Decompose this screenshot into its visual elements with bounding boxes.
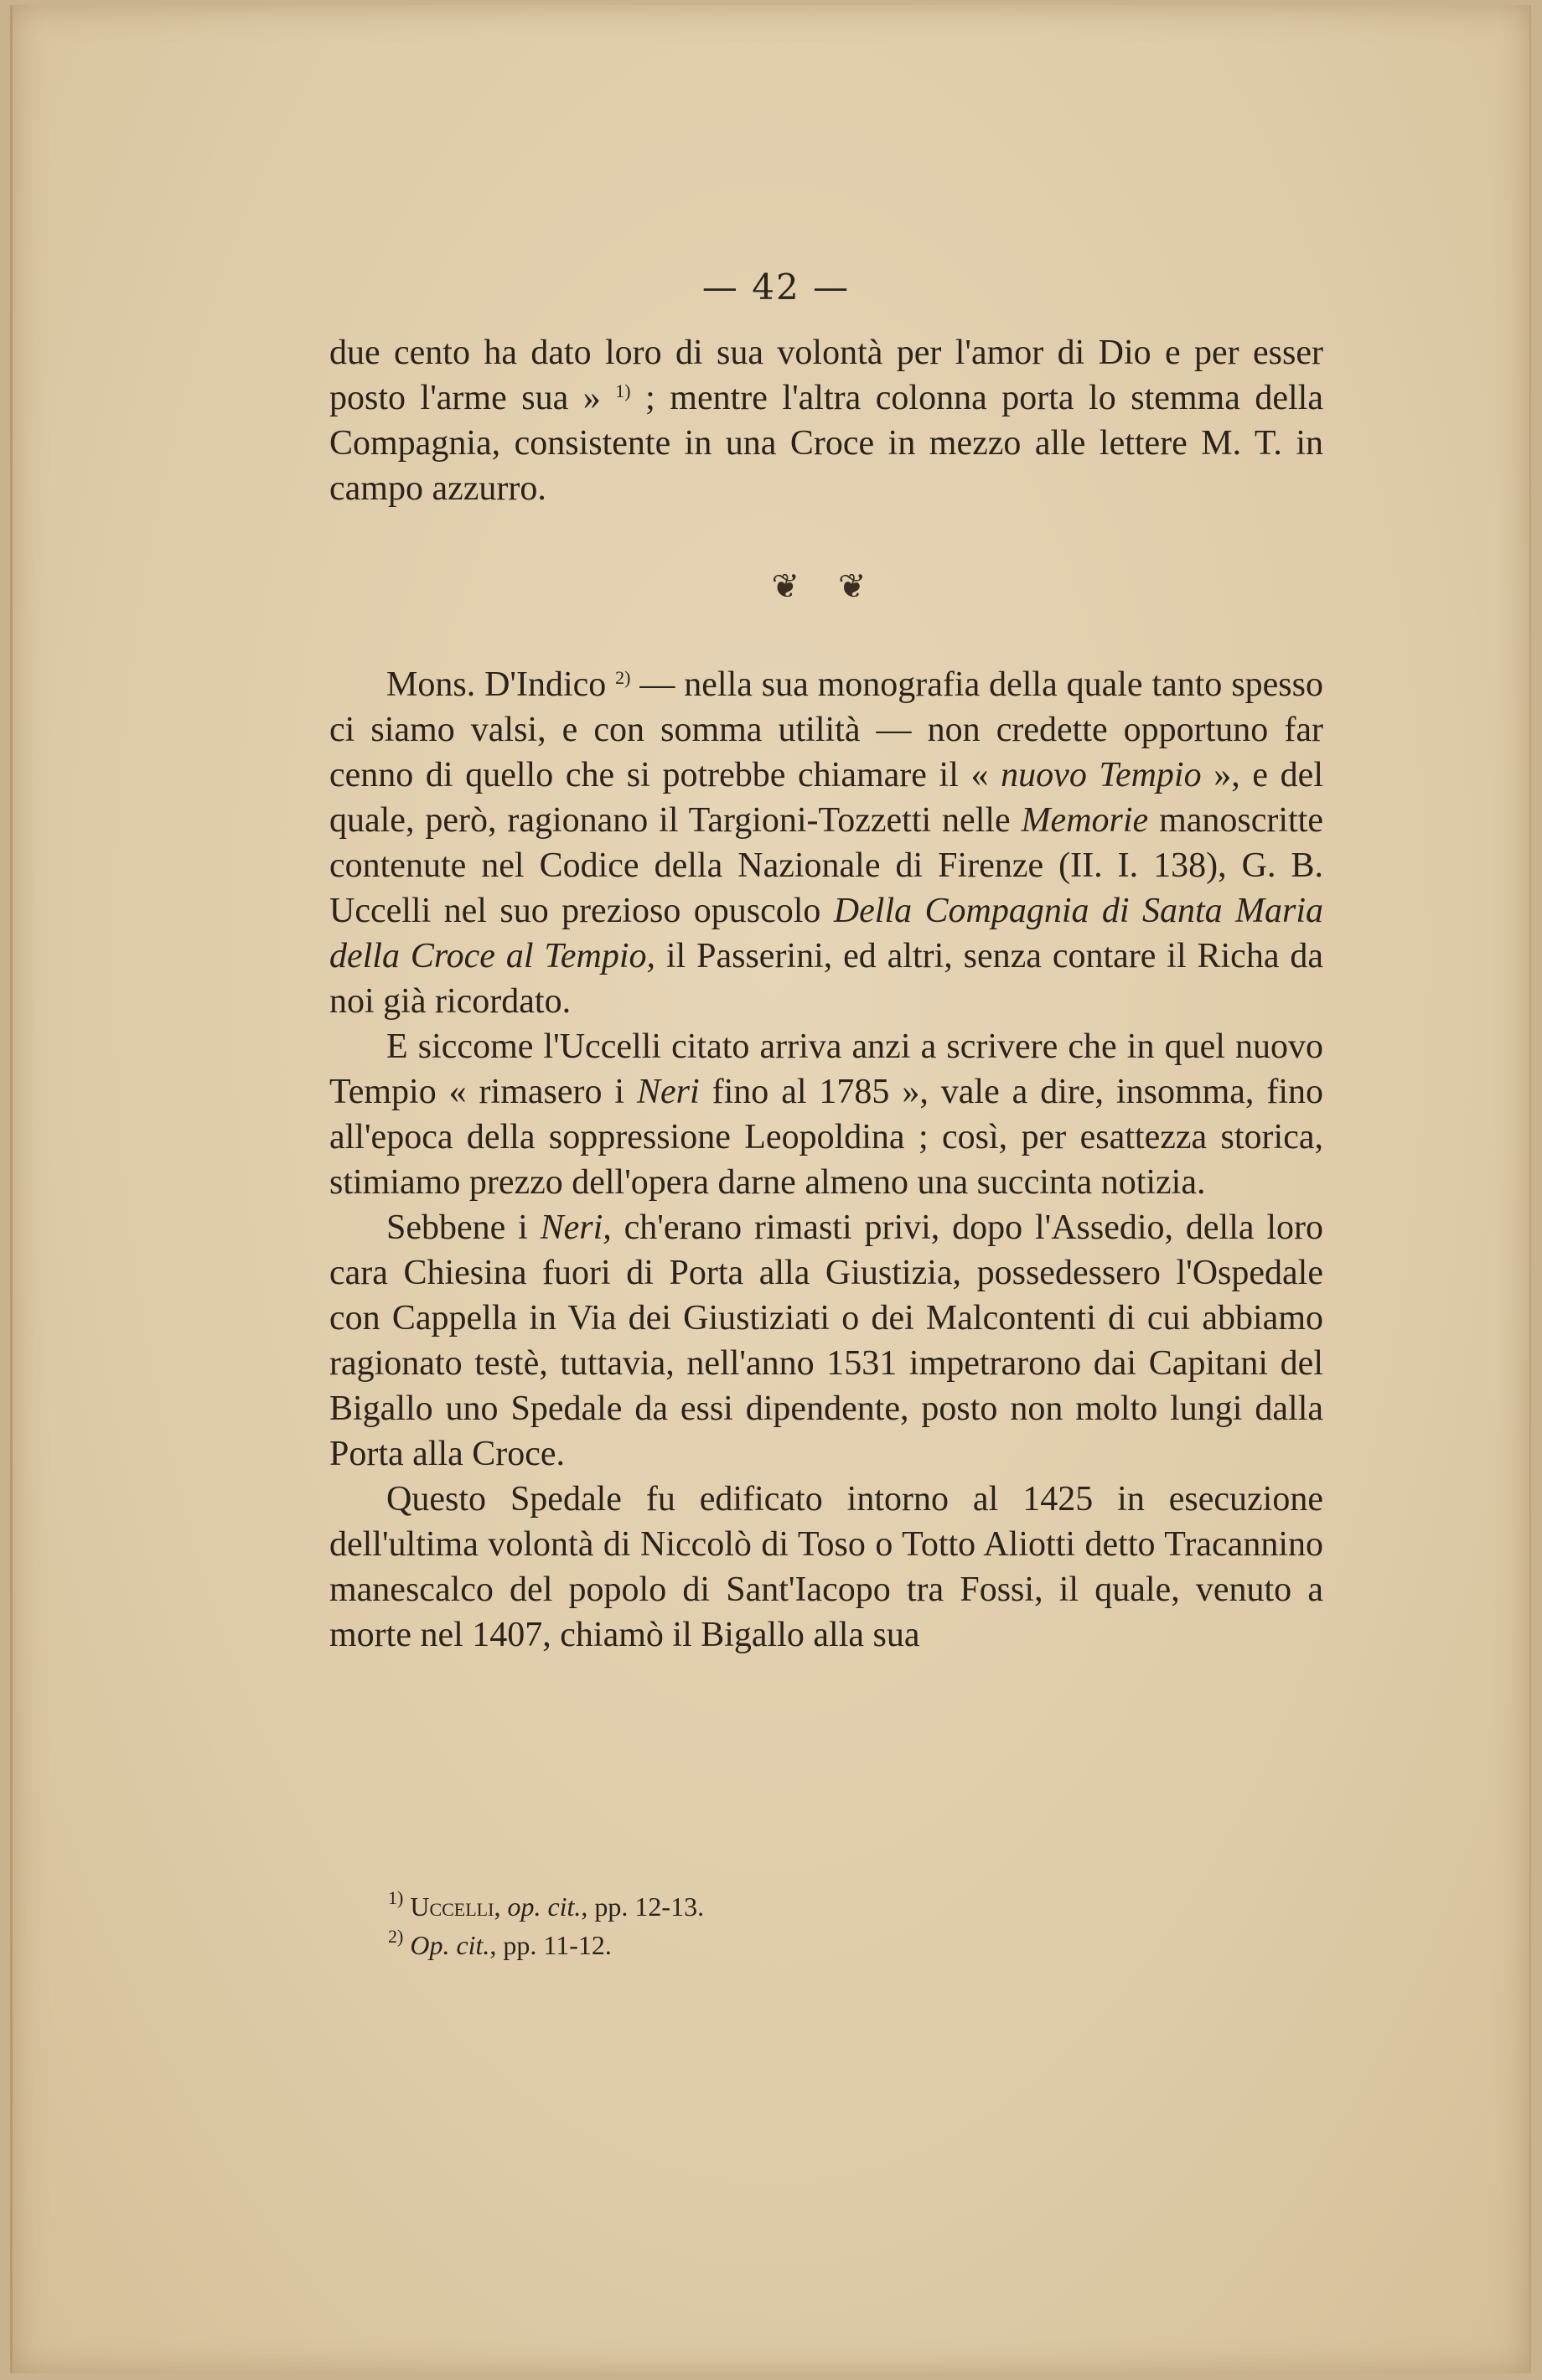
page-number: — 42 — (701, 266, 851, 308)
paragraph-1 (329, 330, 1323, 511)
paragraph-2-text-d: manoscritte contenute nel Codice della Nazionale di Firenze (II. I. 138), G. B. Uccelli nel suo prezioso opuscolo (329, 801, 1323, 930)
footnote-2-ref: 2) (388, 1926, 404, 1947)
footnote-1-work: op. cit. (507, 1891, 582, 1922)
footnote-2-pages: , pp. 11-12. (489, 1930, 612, 1960)
footnote-1-sep: , (494, 1891, 508, 1922)
page-sheet (10, 5, 1531, 2373)
paragraph-4-text-b: ch'erano rimasti privi, dopo l'Assedio, della loro cara Chiesina fuori di Porta alla Giustizia, possedessero l'Ospedale con Cappella in Via dei Giustiziati o dei Malcontenti di cui abbiamo ragionato testè, tuttavia, nell'anno 1531 impetrarono dai Capitani del Bigallo uno Spedale da essi dipendente, posto non molto lungi dalla Porta alla Croce. (329, 1208, 1324, 1473)
paragraph-2-text-b: — nella sua monografia della quale tanto spesso ci siamo valsi, e con somma utilità — non credette opportuno far cenno di quello che si potrebbe chiamare il « (329, 665, 1323, 794)
footnote-1-ref: 1) (388, 1887, 404, 1908)
section-separator: ❦ ❦ (771, 567, 882, 605)
paragraph-1-text-a: due cento ha dato loro di sua volontà per l'amor di Dio e per esser posto l'arme sua » (329, 334, 1323, 417)
footnote-1-pages: , pp. 12-13. (581, 1891, 705, 1922)
paragraph-4-italic-1: Neri, (540, 1208, 612, 1247)
paragraph-2-italic-3: Della Compagnia di Santa Maria della Croce al Tempio, (329, 892, 1324, 975)
footnotes (388, 1887, 1142, 1964)
paragraph-3-italic-1: Neri (637, 1073, 700, 1111)
paragraph-2-text-c: », e del quale, però, ragionano il Targioni-Tozzetti nelle (329, 756, 1323, 840)
paragraph-2-italic-2: Memorie (1021, 801, 1149, 840)
paragraph-2-italic-1: nuovo Tempio (1001, 756, 1202, 794)
paragraph-3-text-b: fino al 1785 », vale a dire, insomma, fino all'epoca della soppressione Leopoldina ; così, per esattezza storica, stimiamo prezzo dell'opera darne almeno una succinta notizia. (329, 1073, 1324, 1202)
paragraph-3 (329, 1024, 1323, 1205)
footnote-1-author: Uccelli (410, 1891, 494, 1922)
paragraph-1-text-b: ; mentre l'altra colonna porta lo stemma della Compagnia, consistente in una Croce in mezzo alle lettere M. T. in campo azzurro. (329, 379, 1323, 508)
footnote-2 (388, 1926, 1142, 1964)
paragraph-3-text-a: E siccome l'Uccelli citato arriva anzi a scrivere che in quel nuovo Tempio « rimasero i (329, 1027, 1323, 1111)
paragraph-4-text-a: Sebbene i (386, 1208, 541, 1247)
footnote-2-work: Op. cit. (410, 1930, 490, 1960)
paragraph-2-text-a: Mons. D'Indico (386, 665, 616, 704)
paragraph-2 (329, 662, 1323, 1024)
footnote-ref-2: 2) (615, 667, 631, 688)
paragraph-4 (329, 1205, 1323, 1477)
paragraph-2-text-e: il Passerini, ed altri, senza contare il Richa da noi già ricordato. (329, 937, 1323, 1021)
footnote-1 (388, 1887, 1142, 1926)
body-text (329, 330, 1323, 1658)
footnote-ref-1: 1) (615, 380, 631, 401)
paragraph-5: Questo Spedale fu edificato intorno al 1425 in esecuzione dell'ultima volontà di Niccolò di Toso o Totto Aliotti detto Tracannino manescalco del popolo di Sant'Iacopo tra Fossi, il quale, venuto a morte nel 1407, chiamò il Bigallo alla sua (329, 1480, 1323, 1654)
